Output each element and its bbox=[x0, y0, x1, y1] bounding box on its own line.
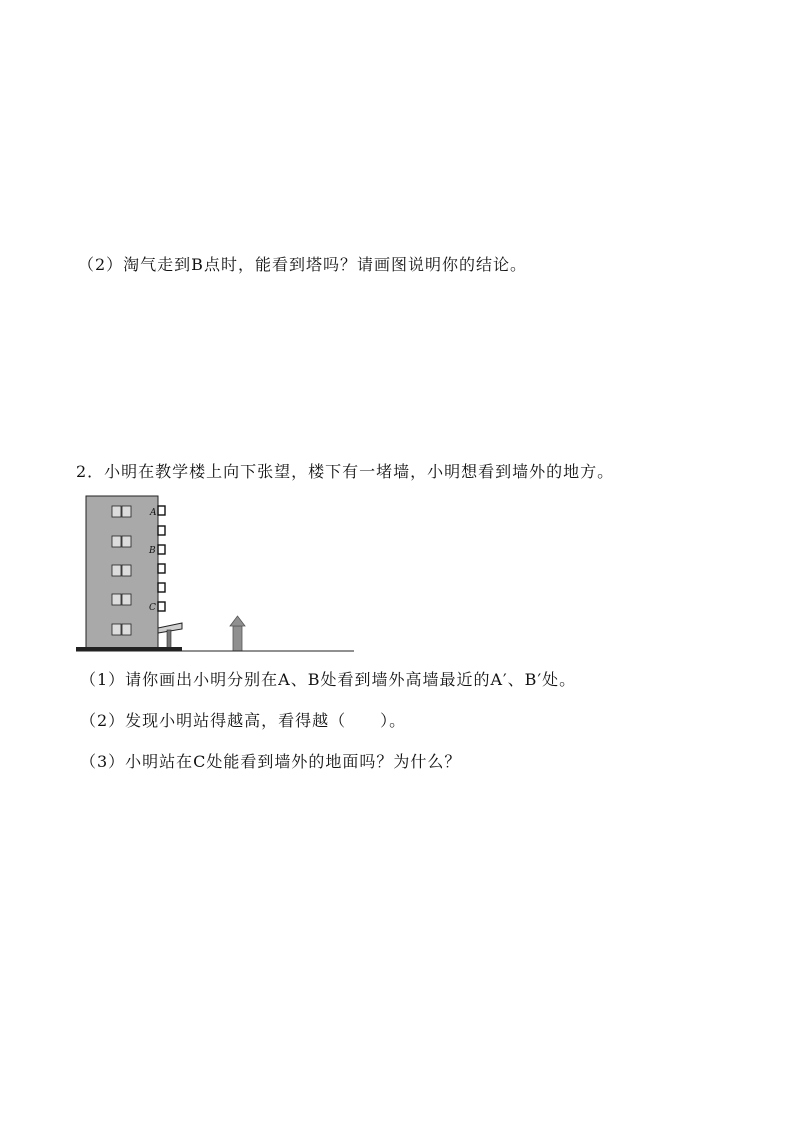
building-wall-figure bbox=[72, 490, 362, 660]
question-2-part-2: （2）发现小明站得越高，看得越（ ）。 bbox=[80, 711, 407, 730]
wall-arrow-head bbox=[230, 616, 245, 626]
question-2-part-3: （3）小明站在C处能看到墙外的地面吗？为什么？ bbox=[80, 752, 462, 771]
question-2-part-1: （1）请你画出小明分别在A、B处看到墙外高墙最近的A′、B′处。 bbox=[80, 670, 577, 689]
label-a: A bbox=[150, 508, 157, 518]
label-b: B bbox=[149, 546, 156, 556]
balconies bbox=[158, 506, 165, 611]
wall-shaft bbox=[233, 626, 242, 651]
label-c: C bbox=[149, 603, 156, 613]
question-1-part-2: （2）淘气走到B点时，能看到塔吗？请画图说明你的结论。 bbox=[78, 255, 527, 274]
ground-base bbox=[76, 647, 182, 651]
question-2-stem: 2．小明在教学楼上向下张望，楼下有一堵墙，小明想看到墙外的地方。 bbox=[76, 462, 615, 481]
